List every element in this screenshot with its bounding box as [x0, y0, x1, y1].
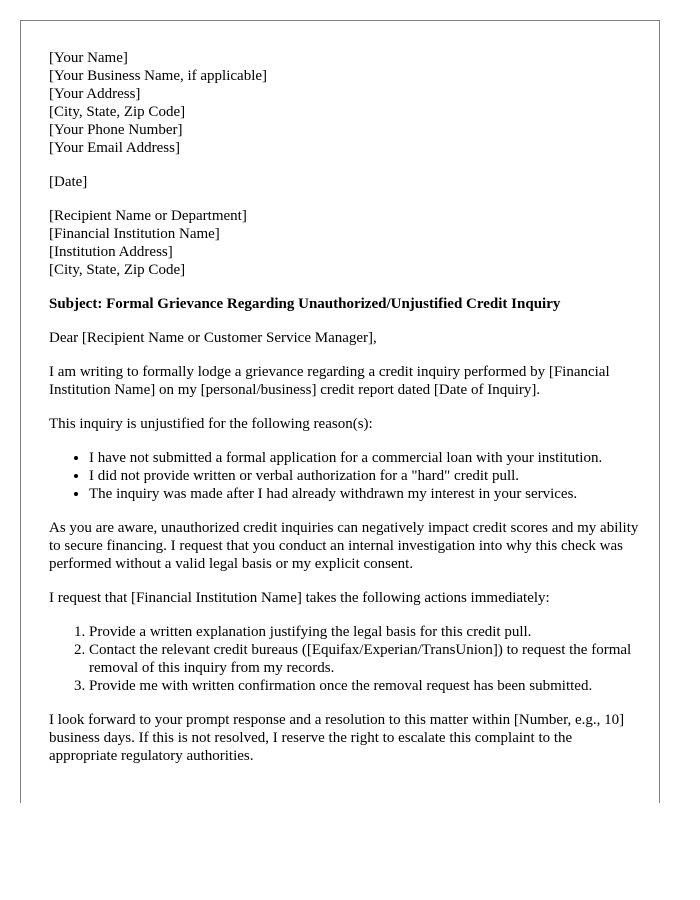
- sender-business: [Your Business Name, if applicable]: [49, 68, 268, 84]
- list-item: 1. Provide a written explanation justifying the legal basis for this credit pull.: [89, 623, 639, 641]
- recipient-city: [City, State, Zip Code]: [49, 262, 186, 278]
- sender-name: [Your Name]: [49, 50, 128, 66]
- list-item: • I have not submitted a formal application for a commercial loan with your institution.: [89, 449, 639, 467]
- sender-email: [Your Email Address]: [49, 140, 180, 156]
- list-item: 2. Contact the relevant credit bureaus ([Equifax/Experian/TransUnion]) to request the formal removal of this inquiry from my records.: [89, 641, 639, 677]
- list-item: • The inquiry was made after I had already withdrawn my interest in your services.: [89, 485, 639, 503]
- impact-paragraph: As you are aware, unauthorized credit inquiries can negatively impact credit scores and my ability to secure financing. I request that you conduct an internal investigation into why this check was performed without a valid legal basis or my explicit consent.: [49, 520, 639, 572]
- intro-paragraph: I am writing to formally lodge a grievance regarding a credit inquiry performed by [Financial Institution Name] on my [personal/business] credit report dated [Date of Inquiry].: [49, 364, 610, 398]
- actions-lead-paragraph: I request that [Financial Institution Name] takes the following actions immediately:: [49, 590, 550, 606]
- actions-list: [49, 623, 639, 695]
- sender-block: [49, 49, 639, 157]
- recipient-institution: [Financial Institution Name]: [49, 226, 220, 242]
- recipient-address: [Institution Address]: [49, 244, 173, 260]
- list-item: • I did not provide written or verbal authorization for a "hard" credit pull.: [89, 467, 639, 485]
- letter-date: [Date]: [49, 174, 88, 190]
- subject-line: Subject: Formal Grievance Regarding Unauthorized/Unjustified Credit Inquiry: [49, 296, 561, 312]
- reasons-list: [49, 449, 639, 503]
- closing-paragraph: I look forward to your prompt response and a resolution to this matter within [Number, e.g., 10] business days. If this is not resolved, I reserve the right to escalate this complaint to the appropriate regulatory authorities.: [49, 712, 625, 764]
- recipient-block: [49, 207, 639, 279]
- spacer: [49, 157, 639, 173]
- reasons-lead-paragraph: This inquiry is unjustified for the following reason(s):: [49, 416, 373, 432]
- list-item: 3. Provide me with written confirmation once the removal request has been submitted.: [89, 677, 639, 695]
- salutation: Dear [Recipient Name or Customer Service Manager],: [49, 330, 377, 346]
- recipient-name: [Recipient Name or Department]: [49, 208, 247, 224]
- spacer: [49, 191, 639, 207]
- date-block: [49, 173, 639, 191]
- sender-address: [Your Address]: [49, 86, 141, 102]
- sender-phone: [Your Phone Number]: [49, 122, 183, 138]
- spacer: [49, 279, 639, 295]
- letter-page: [20, 20, 660, 803]
- sender-city: [City, State, Zip Code]: [49, 104, 186, 120]
